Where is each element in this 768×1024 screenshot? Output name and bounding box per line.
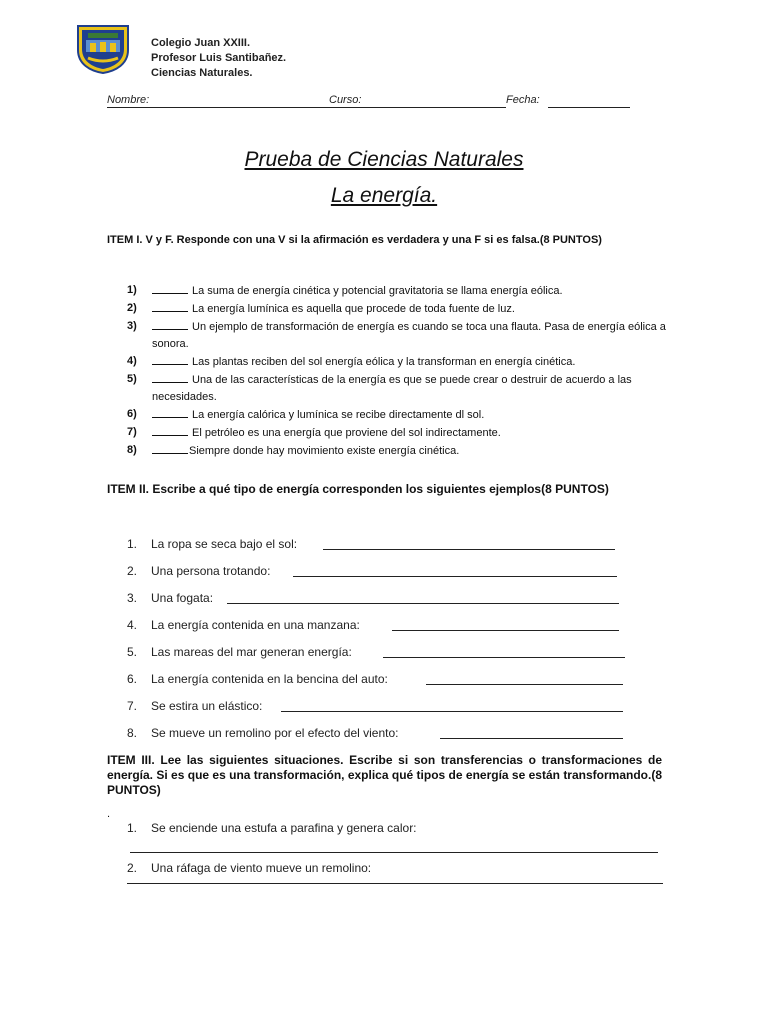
curso-label: Curso: <box>329 94 362 106</box>
teacher-name: Profesor Luis Santibañez. <box>151 52 287 64</box>
situations-list <box>127 0 647 1024</box>
fecha-label: Fecha: <box>506 94 540 106</box>
item3-header: ITEM III. Lee las siguientes situaciones. Escribe si son transferencias o transformaciones de energía. Si es que es una transformación, explica qué tipos de energía se están transformando.(8 PUNTOS) <box>107 753 662 797</box>
list-item: 7) El petróleo es una energía que proviene del sol indirectamente. <box>127 426 501 439</box>
answer-line[interactable] <box>127 882 663 884</box>
item1-header: ITEM I. V y F. Responde con una V si la afirmación es verdadera y una F si es falsa.(8 PUNTOS) <box>107 234 602 246</box>
item2-header: ITEM II. Escribe a qué tipo de energía corresponden los siguientes ejemplos(8 PUNTOS) <box>107 482 609 496</box>
list-item: 2. Una ráfaga de viento mueve un remolino: <box>127 861 372 875</box>
school-crest-logo <box>76 24 130 74</box>
list-item: 7. Se estira un elástico: <box>127 699 263 713</box>
list-item: 8) Siempre donde hay movimiento existe energía cinética. <box>127 444 460 457</box>
list-item: 6) La energía calórica y lumínica se recibe directamente dl sol. <box>127 408 485 421</box>
list-item: 3) Un ejemplo de transformación de energía es cuando se toca una flauta. Pasa de energía eólica a sonora. <box>127 320 666 350</box>
answer-line[interactable] <box>130 851 658 853</box>
list-item: 8. Se mueve un remolino por el efecto del viento: <box>127 726 399 740</box>
list-item: 1. Se enciende una estufa a parafina y genera calor: <box>127 821 417 835</box>
page-subtitle: La energía. <box>330 184 438 207</box>
list-item: 5. Las mareas del mar generan energía: <box>127 645 352 659</box>
list-item: 5) Una de las características de la energía es que se puede crear o destruir de acuerdo a las necesidades. <box>127 373 632 403</box>
list-item: 2. Una persona trotando: <box>127 564 271 578</box>
list-item: 2) La energía lumínica es aquella que procede de toda fuente de luz. <box>127 302 515 315</box>
list-item: 1. La ropa se seca bajo el sol: <box>127 537 298 551</box>
school-name: Colegio Juan XXIII. <box>151 37 251 49</box>
list-item: 3. Una fogata: <box>127 591 214 605</box>
subject-name: Ciencias Naturales. <box>151 67 253 79</box>
list-item: 6. La energía contenida en la bencina del auto: <box>127 672 388 686</box>
page-title: Prueba de Ciencias Naturales <box>244 148 524 171</box>
stray-mark: . <box>107 808 111 820</box>
list-item: 4. La energía contenida en una manzana: <box>127 618 360 632</box>
list-item: 4) Las plantas reciben del sol energía eólica y la transforman en energía cinética. <box>127 355 576 368</box>
nombre-label: Nombre: <box>107 94 150 106</box>
list-item: 1) La suma de energía cinética y potencial gravitatoria se llama energía eólica. <box>127 284 563 297</box>
